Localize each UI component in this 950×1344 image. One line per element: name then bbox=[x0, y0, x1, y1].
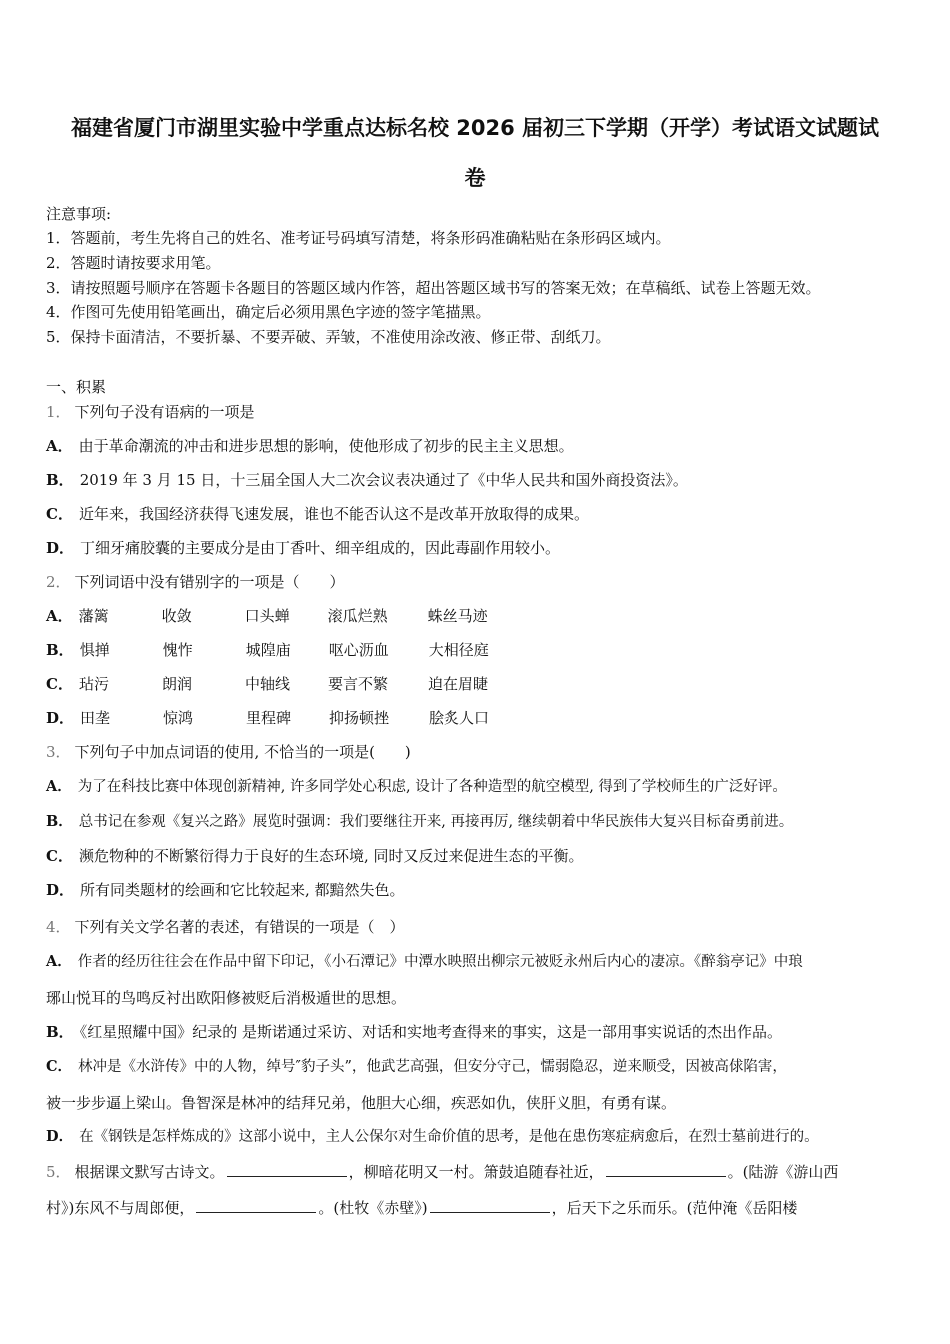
q4-option-c-cont: 被一步步逼上梁山。鲁智深是林冲的结拜兄弟，他胆大心细，疾恶如仇，侠肝义胆，有勇有谋。 bbox=[46, 1094, 677, 1112]
fill-blank-2[interactable] bbox=[606, 1162, 726, 1177]
notice-item-5: 5．保持卡面清洁，不要折暴、不要弄破、弄皱，不准使用涂改液、修正带、刮纸刀。 bbox=[46, 328, 611, 346]
exam-title-line2: 卷 bbox=[464, 166, 486, 190]
q4-option-a: A． 作者的经历往往会在作品中留下印记，《小石潭记》中潭水映照出柳宗元被贬永州后内心的凄凉。《醉翁亭记》中琅 bbox=[46, 953, 803, 970]
q1-option-a: A． 由于革命潮流的冲击和进步思想的影响，使他形成了初步的民主主义思想。 bbox=[46, 437, 574, 455]
q4-option-a-cont: 琊山悦耳的鸟鸣反衬出欧阳修被贬后消极遁世的思想。 bbox=[46, 989, 407, 1007]
notice-item-1: 1．答题前，考生先将自己的姓名、准考证号码填写清楚，将条形码准确粘贴在条形码区域内。 bbox=[46, 229, 671, 247]
question-number: 2． bbox=[46, 573, 71, 591]
fill-blank-3[interactable] bbox=[196, 1198, 316, 1213]
notice-item-3: 3．请按照题号顺序在答题卡各题目的答题区域内作答，超出答题区域书写的答案无效；在草稿纸、试卷上答题无效。 bbox=[46, 279, 821, 297]
notice-heading: 注意事项: bbox=[46, 205, 112, 223]
q4-option-c: C． 林冲是《水浒传》中的人物，绰号″豹子头”，他武艺高强，但安分守己，懦弱隐忍，逆来顺受，因被高俅陷害， bbox=[46, 1058, 787, 1075]
question-1-stem: 1． 下列句子没有语病的一项是 bbox=[46, 403, 255, 421]
q2-option-d: D． 田垄 惊鸿 里程碑 抑扬顿挫 脍炙人口 bbox=[46, 709, 490, 727]
q4-option-b: B． 《红星照耀中国》纪录的 是斯诺通过采访、对话和实地考查得来的事实，这是一部用事实说话的杰出作品。 bbox=[46, 1023, 782, 1041]
exam-title-line1: 福建省厦门市湖里实验中学重点达标名校 2026 届初三下学期（开学）考试语文试题试 bbox=[70, 116, 880, 140]
question-number: 4． bbox=[46, 918, 71, 936]
fill-blank-4[interactable] bbox=[430, 1198, 550, 1213]
notice-item-4: 4．作图可先使用铅笔画出，确定后必须用黑色字迹的签字笔描黑。 bbox=[46, 303, 491, 321]
question-3-stem: 3． 下列句子中加点词语的使用, 不恰当的一项是( ) bbox=[46, 743, 411, 761]
fill-blank-1[interactable] bbox=[227, 1162, 347, 1177]
q3-option-d: D． 所有同类题材的绘画和它比较起来, 都黯然失色。 bbox=[46, 881, 405, 899]
q3-option-a: A． 为了在科技比赛中体现创新精神, 许多同学处心积虑, 设计了各种造型的航空模型, 得到了学校师生的广泛好评。 bbox=[46, 778, 787, 795]
question-number: 5． bbox=[46, 1163, 71, 1181]
section-heading: 一、积累 bbox=[46, 378, 107, 396]
q1-option-c: C． 近年来，我国经济获得飞速发展，谁也不能否认这不是改革开放取得的成果。 bbox=[46, 505, 589, 523]
notice-item-2: 2．答题时请按要求用笔。 bbox=[46, 254, 221, 272]
question-4-stem: 4． 下列有关文学名著的表述，有错误的一项是（ ） bbox=[46, 918, 405, 936]
q3-option-c: C． 濒危物种的不断繁衍得力于良好的生态环境, 同时又反过来促进生态的平衡。 bbox=[46, 847, 584, 865]
question-2-stem: 2． 下列词语中没有错别字的一项是（ ） bbox=[46, 573, 345, 591]
q1-option-b: B． 2019 年 3 月 15 日，十三届全国人大二次会议表决通过了《中华人民共和国外商投资法》。 bbox=[46, 471, 688, 489]
q1-option-d: D． 丁细牙痛胶囊的主要成分是由丁香叶、细辛组成的，因此毒副作用较小。 bbox=[46, 539, 561, 557]
question-5-line2: 村》)东风不与周郎便， 。(杜牧《赤壁》) ，后天下之乐而乐。(范仲淹《岳阳楼 bbox=[46, 1199, 798, 1217]
q4-option-d: D． 在《钢铁是怎样炼成的》这部小说中，主人公保尔对生命价值的思考，是他在患伤寒症病愈后，在烈士墓前进行的。 bbox=[46, 1128, 819, 1145]
q2-option-b: B． 惧掸 愧怍 城隍庙 呕心沥血 大相径庭 bbox=[46, 641, 489, 659]
q3-option-b: B． 总书记在参观《复兴之路》展览时强调：我们要继往开来, 再接再厉, 继续朝着中华民族伟大复兴目标奋勇前进。 bbox=[46, 813, 794, 830]
question-number: 1． bbox=[46, 403, 71, 421]
q2-option-c: C． 玷污 朗润 中轴线 要言不繁 迫在眉睫 bbox=[46, 675, 488, 693]
question-number: 3． bbox=[46, 743, 71, 761]
q2-option-a: A． 藩篱 收敛 口头蝉 滚瓜烂熟 蛛丝马迹 bbox=[46, 607, 488, 625]
question-5-line1: 5． 根据课文默写古诗文。 ，柳暗花明又一村。箫鼓追随春社近， 。(陆游《游山西 bbox=[46, 1163, 839, 1181]
